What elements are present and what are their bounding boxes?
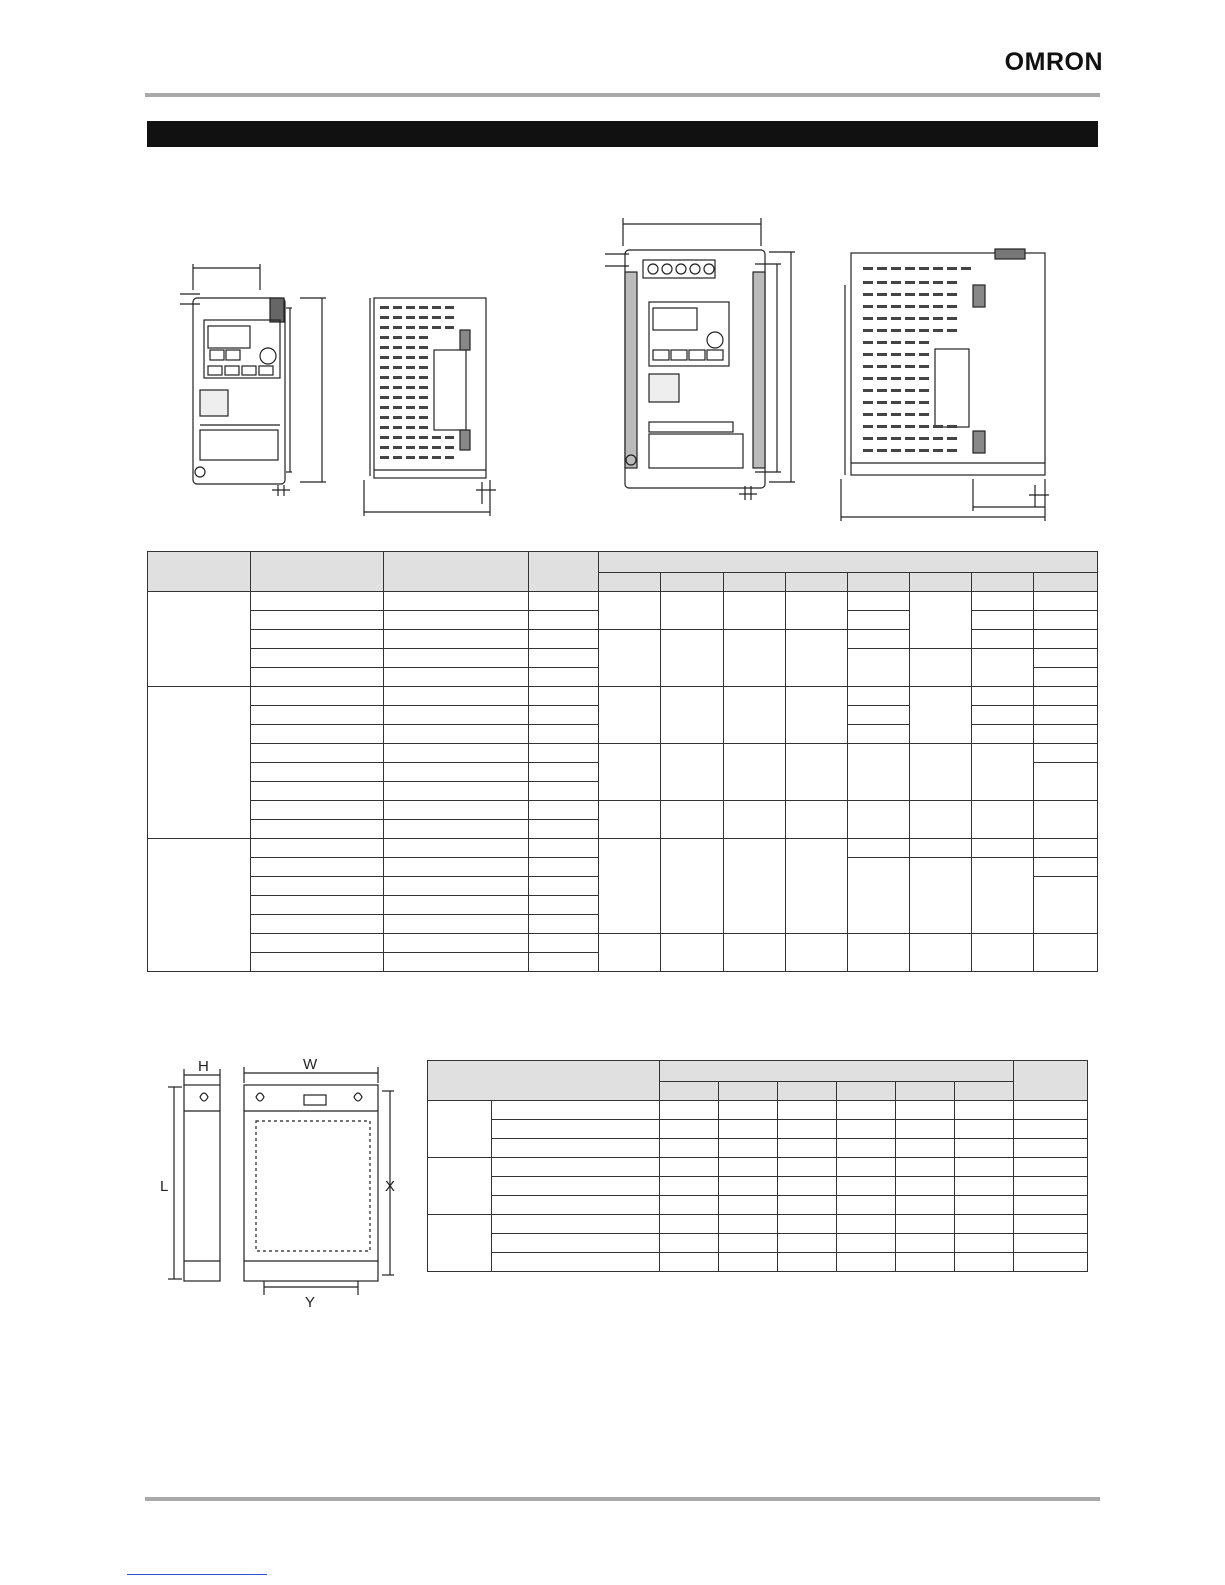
table-cell <box>384 611 529 630</box>
table-cell <box>529 763 599 782</box>
table-cell <box>1014 1139 1088 1158</box>
table-cell <box>661 934 723 972</box>
table-cell <box>785 934 847 972</box>
table-cell <box>251 649 384 668</box>
table-cell <box>1033 592 1097 611</box>
table-cell <box>251 763 384 782</box>
table-cell <box>251 820 384 839</box>
vent-slots-large <box>863 267 971 452</box>
table-cell <box>1014 1120 1088 1139</box>
table-cell <box>971 592 1033 611</box>
table-cell <box>251 611 384 630</box>
table-cell <box>847 592 909 611</box>
table-cell <box>837 1101 896 1120</box>
table-cell <box>529 877 599 896</box>
table-cell <box>955 1234 1014 1253</box>
table-cell <box>384 687 529 706</box>
inverter-large-side-drawing <box>835 245 1055 525</box>
table-cell <box>529 839 599 858</box>
table-cell <box>384 801 529 820</box>
table-cell <box>251 782 384 801</box>
table-cell <box>251 953 384 972</box>
table-cell <box>1033 611 1097 630</box>
table-cell <box>955 1101 1014 1120</box>
header-cell <box>847 573 909 592</box>
table-cell <box>896 1120 955 1139</box>
table-cell <box>384 953 529 972</box>
table-cell <box>529 611 599 630</box>
table-cell <box>971 801 1033 839</box>
omron-logo: OMRON <box>1004 48 1103 76</box>
inverter-large-front-drawing <box>595 210 815 510</box>
table-cell <box>384 877 529 896</box>
table-cell <box>251 687 384 706</box>
table-cell <box>492 1101 660 1120</box>
table-cell <box>492 1196 660 1215</box>
table-cell <box>719 1215 778 1234</box>
table-cell <box>1033 668 1097 687</box>
table-cell <box>847 934 909 972</box>
table-cell <box>529 725 599 744</box>
table-cell <box>847 706 909 725</box>
table-cell <box>251 896 384 915</box>
table-row <box>148 592 1098 611</box>
table-cell <box>529 820 599 839</box>
table-cell <box>660 1234 719 1253</box>
header-cell <box>896 1082 955 1101</box>
table-cell <box>251 915 384 934</box>
table-cell <box>971 744 1033 801</box>
header-cell <box>148 552 251 592</box>
table-cell <box>251 801 384 820</box>
table-cell <box>599 934 661 972</box>
table-cell <box>1033 934 1097 972</box>
table-cell <box>837 1139 896 1158</box>
table-cell <box>896 1253 955 1272</box>
table-cell <box>1014 1234 1088 1253</box>
table-header-row <box>428 1061 1088 1082</box>
table-cell <box>1033 725 1097 744</box>
filter-label-l: L <box>160 1178 169 1195</box>
table-cell <box>785 801 847 839</box>
table-cell <box>251 934 384 953</box>
group-cell <box>428 1215 492 1272</box>
table-cell <box>251 725 384 744</box>
table-cell <box>785 744 847 801</box>
table-cell <box>837 1120 896 1139</box>
table-cell <box>1033 858 1097 877</box>
table-row <box>148 744 1098 763</box>
footer-link-underline[interactable] <box>127 1574 267 1575</box>
table-cell <box>785 839 847 934</box>
filter-label-x: X <box>385 1178 396 1195</box>
table-row <box>428 1196 1088 1215</box>
table-cell <box>896 1101 955 1120</box>
table-cell <box>529 934 599 953</box>
table-cell <box>1033 877 1097 934</box>
group-cell <box>428 1101 492 1158</box>
footer-rule <box>145 1497 1100 1501</box>
table-cell <box>1014 1215 1088 1234</box>
table-cell <box>719 1139 778 1158</box>
table-cell <box>778 1177 837 1196</box>
filter-outline-drawing <box>160 1055 405 1310</box>
table-cell <box>529 953 599 972</box>
table-cell <box>971 687 1033 706</box>
table-cell <box>384 858 529 877</box>
table-cell <box>971 649 1033 687</box>
table-cell <box>1014 1253 1088 1272</box>
table-cell <box>599 744 661 801</box>
table-cell <box>384 592 529 611</box>
table-cell <box>251 706 384 725</box>
table-cell <box>723 934 785 972</box>
table-cell <box>719 1196 778 1215</box>
table-cell <box>778 1139 837 1158</box>
table-row <box>428 1177 1088 1196</box>
table-cell <box>529 915 599 934</box>
table-row <box>148 934 1098 953</box>
table-cell <box>778 1101 837 1120</box>
table-cell <box>1033 687 1097 706</box>
header-cell-dimensions <box>660 1061 1014 1082</box>
table-cell <box>955 1177 1014 1196</box>
table-cell <box>719 1177 778 1196</box>
table-cell <box>719 1158 778 1177</box>
table-cell <box>251 839 384 858</box>
table-cell <box>896 1234 955 1253</box>
table-cell <box>1033 763 1097 801</box>
table-cell <box>384 934 529 953</box>
table-cell <box>955 1139 1014 1158</box>
table-cell <box>384 896 529 915</box>
table-cell <box>971 934 1033 972</box>
table-cell <box>492 1158 660 1177</box>
table-cell <box>251 858 384 877</box>
table-cell <box>492 1120 660 1139</box>
table-row <box>148 839 1098 858</box>
table-cell <box>778 1234 837 1253</box>
table-cell <box>896 1158 955 1177</box>
table-cell <box>492 1234 660 1253</box>
table-cell <box>1033 839 1097 858</box>
table-cell <box>909 592 971 649</box>
table-cell <box>896 1139 955 1158</box>
table-cell <box>384 649 529 668</box>
table-cell <box>719 1101 778 1120</box>
table-cell <box>847 687 909 706</box>
table-cell <box>492 1177 660 1196</box>
table-cell <box>837 1215 896 1234</box>
table-cell <box>529 801 599 820</box>
table-cell <box>896 1196 955 1215</box>
header-cell <box>529 552 599 592</box>
table-cell <box>847 858 909 934</box>
table-cell <box>971 630 1033 649</box>
table-cell <box>1033 649 1097 668</box>
table-row <box>428 1101 1088 1120</box>
table-cell <box>251 668 384 687</box>
header-cell <box>778 1082 837 1101</box>
table-row <box>148 801 1098 820</box>
table-cell <box>384 915 529 934</box>
table-cell <box>723 630 785 687</box>
table-cell <box>384 725 529 744</box>
table-cell <box>778 1215 837 1234</box>
table-cell <box>971 706 1033 725</box>
table-cell <box>1014 1101 1088 1120</box>
table-cell <box>660 1139 719 1158</box>
table-cell <box>1033 801 1097 839</box>
table-cell <box>909 687 971 744</box>
header-cell <box>660 1082 719 1101</box>
group-cell <box>148 592 251 687</box>
table-cell <box>384 668 529 687</box>
table-row <box>428 1120 1088 1139</box>
table-cell <box>971 839 1033 858</box>
table-cell <box>971 858 1033 934</box>
table-cell <box>384 706 529 725</box>
table-cell <box>837 1196 896 1215</box>
table-cell <box>971 725 1033 744</box>
table-cell <box>909 934 971 972</box>
table-cell <box>1033 630 1097 649</box>
table-cell <box>251 592 384 611</box>
table-cell <box>778 1158 837 1177</box>
filter-label-w: W <box>303 1056 318 1073</box>
table-cell <box>529 687 599 706</box>
table-row <box>428 1139 1088 1158</box>
table-cell <box>599 630 661 687</box>
group-cell <box>428 1158 492 1215</box>
table-cell <box>384 839 529 858</box>
table-cell <box>660 1158 719 1177</box>
table-header-row <box>148 552 1098 573</box>
table-cell <box>837 1177 896 1196</box>
table-cell <box>529 896 599 915</box>
header-cell <box>428 1061 660 1101</box>
table-cell <box>529 649 599 668</box>
filter-label-y: Y <box>305 1294 316 1310</box>
table-cell <box>384 782 529 801</box>
table-cell <box>719 1120 778 1139</box>
table-cell <box>847 611 909 630</box>
table-cell <box>909 649 971 687</box>
table-cell <box>661 839 723 934</box>
table-cell <box>599 839 661 934</box>
header-cell <box>661 573 723 592</box>
table-cell <box>1014 1177 1088 1196</box>
table-cell <box>1033 706 1097 725</box>
vent-slots <box>380 306 454 459</box>
table-cell <box>723 801 785 839</box>
table-row <box>428 1215 1088 1234</box>
inverter-dimensions-table <box>147 551 1098 972</box>
table-row <box>148 687 1098 706</box>
table-cell <box>837 1158 896 1177</box>
header-cell <box>785 573 847 592</box>
table-cell <box>660 1253 719 1272</box>
table-cell <box>837 1253 896 1272</box>
section-title-bar <box>147 121 1098 147</box>
inverter-small-side-drawing <box>360 290 500 520</box>
table-cell <box>661 744 723 801</box>
filter-label-h: H <box>198 1058 209 1075</box>
header-cell-dimensions <box>599 552 1098 573</box>
table-cell <box>785 630 847 687</box>
table-row <box>428 1253 1088 1272</box>
table-cell <box>1033 744 1097 763</box>
table-cell <box>384 763 529 782</box>
table-cell <box>847 649 909 687</box>
header-cell <box>1033 573 1097 592</box>
table-cell <box>896 1177 955 1196</box>
table-cell <box>492 1215 660 1234</box>
header-cell <box>719 1082 778 1101</box>
table-cell <box>837 1234 896 1253</box>
filter-dimensions-table <box>427 1060 1088 1272</box>
table-cell <box>909 839 971 858</box>
inverter-small-front-drawing <box>160 260 340 500</box>
table-cell <box>661 801 723 839</box>
table-row <box>428 1158 1088 1177</box>
table-cell <box>529 668 599 687</box>
table-cell <box>723 592 785 630</box>
table-cell <box>660 1196 719 1215</box>
table-cell <box>723 839 785 934</box>
table-cell <box>661 687 723 744</box>
table-cell <box>847 801 909 839</box>
table-cell <box>785 592 847 630</box>
table-cell <box>778 1196 837 1215</box>
header-cell <box>599 573 661 592</box>
table-cell <box>1014 1158 1088 1177</box>
table-cell <box>847 725 909 744</box>
table-cell <box>909 744 971 801</box>
header-cell <box>971 573 1033 592</box>
table-cell <box>529 706 599 725</box>
table-cell <box>529 630 599 649</box>
table-cell <box>955 1215 1014 1234</box>
table-cell <box>719 1234 778 1253</box>
header-cell <box>723 573 785 592</box>
table-cell <box>971 611 1033 630</box>
table-cell <box>847 744 909 801</box>
header-cell <box>1014 1061 1088 1101</box>
table-cell <box>909 858 971 934</box>
header-rule <box>145 93 1100 97</box>
table-cell <box>599 592 661 630</box>
table-cell <box>384 744 529 763</box>
table-cell <box>529 592 599 611</box>
table-cell <box>529 782 599 801</box>
header-cell <box>955 1082 1014 1101</box>
table-cell <box>723 744 785 801</box>
table-cell <box>955 1158 1014 1177</box>
table-cell <box>955 1253 1014 1272</box>
table-cell <box>384 630 529 649</box>
table-cell <box>909 801 971 839</box>
table-cell <box>251 877 384 896</box>
table-cell <box>661 592 723 630</box>
header-cell <box>909 573 971 592</box>
header-cell <box>384 552 529 592</box>
table-cell <box>847 630 909 649</box>
table-cell <box>529 858 599 877</box>
table-cell <box>719 1253 778 1272</box>
table-cell <box>785 687 847 744</box>
table-cell <box>599 687 661 744</box>
table-cell <box>778 1120 837 1139</box>
header-cell <box>837 1082 896 1101</box>
table-cell <box>896 1215 955 1234</box>
table-cell <box>955 1120 1014 1139</box>
table-cell <box>529 744 599 763</box>
table-cell <box>251 744 384 763</box>
table-cell <box>778 1253 837 1272</box>
table-cell <box>660 1215 719 1234</box>
table-cell <box>384 820 529 839</box>
group-cell <box>148 687 251 839</box>
table-cell <box>955 1196 1014 1215</box>
table-cell <box>660 1101 719 1120</box>
table-cell <box>661 630 723 687</box>
table-cell <box>599 801 661 839</box>
table-cell <box>492 1253 660 1272</box>
table-cell <box>251 630 384 649</box>
table-cell <box>660 1120 719 1139</box>
group-cell <box>148 839 251 972</box>
table-cell <box>723 687 785 744</box>
table-cell <box>492 1139 660 1158</box>
table-row <box>428 1234 1088 1253</box>
header-cell <box>251 552 384 592</box>
table-cell <box>660 1177 719 1196</box>
table-cell <box>847 839 909 858</box>
table-cell <box>1014 1196 1088 1215</box>
